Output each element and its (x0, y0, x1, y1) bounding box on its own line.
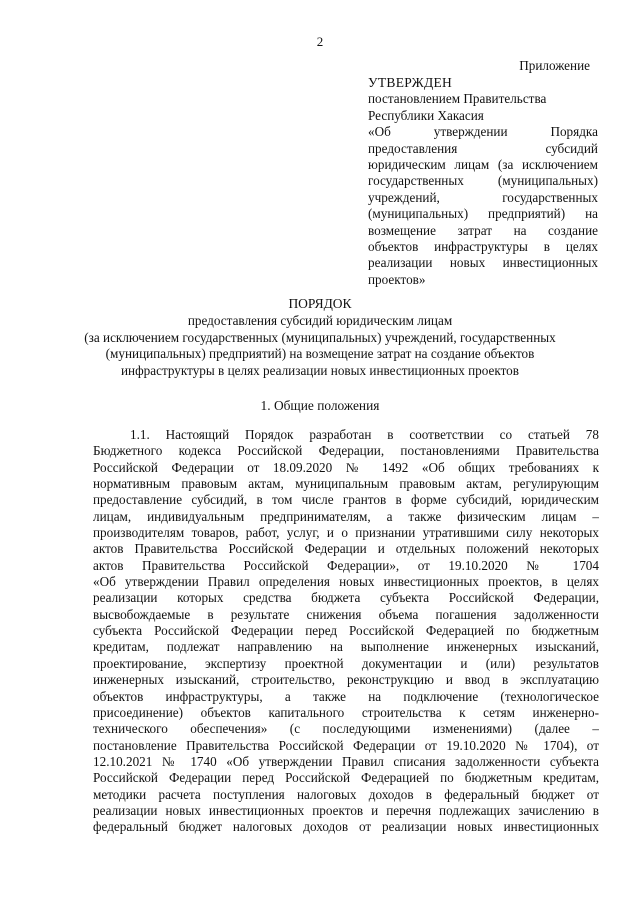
body-line: актов Правительства Российской Федерации», от 19.10.2020 № 1704 (93, 557, 599, 573)
body-line: высвобождаемые в результате снижения объема погашения задолженности (93, 606, 599, 622)
document-subtitle-line: предоставления субсидий юридическим лицам (187, 313, 453, 329)
approval-line: Республики Хакасия (368, 107, 484, 123)
body-line: лицам, индивидуальным предпринимателям, а также физическим лицам – (93, 508, 599, 524)
approval-line: предоставления субсидий (368, 140, 598, 156)
body-line: федеральный бюджет налоговых доходов от реализации новых инвестиционных (93, 819, 599, 835)
approval-line: реализации новых инвестиционных (368, 255, 598, 271)
body-line: предоставление субсидий, в том числе грантов в форме субсидий, юридическим (93, 492, 599, 508)
approval-block (368, 75, 598, 288)
body-line: Российской Федерации перед Российской Федерацией по бюджетным кредитам, (93, 770, 599, 786)
approval-line: возмещение затрат на создание (368, 222, 598, 238)
body-line: объектов инфраструктуры, а также на подключение (технологическое (93, 688, 599, 704)
approval-line: (муниципальных) предприятий) на (368, 206, 598, 222)
body-line: реализации которых средства бюджета субъекта Российской Федерации, (93, 590, 599, 606)
body-line: нормативным правовым актам, муниципальным правовым актам, регулирующим (93, 476, 599, 492)
body-line: методики расчета поступления налоговых доходов в федеральный бюджет от (93, 786, 599, 802)
body-line: постановление Правительства Российской Федерации от 19.10.2020 № 1704), от (93, 737, 599, 753)
body-line: 12.10.2021 № 1740 «Об утверждении Правил списания задолженности субъекта (93, 753, 599, 769)
approval-line: юридическим лицам (за исключением (368, 157, 598, 173)
section-heading: 1. Общие положения (260, 398, 380, 413)
approval-stamp: УТВЕРЖДЕН (368, 75, 453, 90)
body-line: инженерных изысканий, строительство, реконструкцию и ввод в эксплуатацию (93, 672, 599, 688)
page-number: 2 (316, 34, 324, 49)
approval-line: учреждений, государственных (368, 189, 598, 205)
approval-line: проектов» (368, 271, 426, 287)
document-subtitle-line: инфраструктуры в целях реализации новых инвестиционных проектов (120, 362, 519, 378)
approval-line: «Об утверждении Порядка (368, 124, 598, 140)
body-line: «Об утверждении Правил определения новых инвестиционных проектов, в целях (93, 574, 599, 590)
document-subtitle-line: (муниципальных) предприятий) на возмещение затрат на создание объектов (105, 346, 535, 362)
body-line: технического обеспечения» (с последующими изменениями) (далее – (93, 721, 599, 737)
body-line: Российской Федерации от 18.09.2020 № 1492 «Об общих требованиях к (93, 459, 599, 475)
document-title-block (45, 296, 595, 379)
body-line: актов Правительства Российской Федерации и отдельных положений некоторых (93, 541, 599, 557)
document-title: ПОРЯДОК (288, 296, 352, 311)
body-text (93, 427, 599, 836)
body-line: 1.1. Настоящий Порядок разработан в соответствии со статьей 78 (130, 427, 599, 442)
body-line: кредитам, подлежат направлению на выполнение инженерных изысканий, (93, 639, 599, 655)
body-line: присоединение) объектов капитального строительства к сетям инженерно- (93, 704, 599, 720)
document-subtitle-line: (за исключением государственных (муниципальных) учреждений, государственных (84, 329, 556, 345)
approval-line: постановлением Правительства (368, 91, 547, 107)
body-line: реализации новых инвестиционных проектов и перечня подлежащих зачислению в (93, 802, 599, 818)
approval-line: объектов инфраструктуры в целях (368, 239, 598, 255)
approval-line: государственных (муниципальных) (368, 173, 598, 189)
body-line: производителям товаров, работ, услуг, и о признании утратившими силу некоторых (93, 525, 599, 541)
body-line: проектирование, экспертизу проектной документации и (или) результатов (93, 655, 599, 671)
appendix-label: Приложение (519, 58, 590, 73)
body-line: Бюджетного кодекса Российской Федерации, постановлениями Правительства (93, 443, 599, 459)
body-line: субъекта Российской Федерации перед Российской Федерацией по бюджетным (93, 623, 599, 639)
